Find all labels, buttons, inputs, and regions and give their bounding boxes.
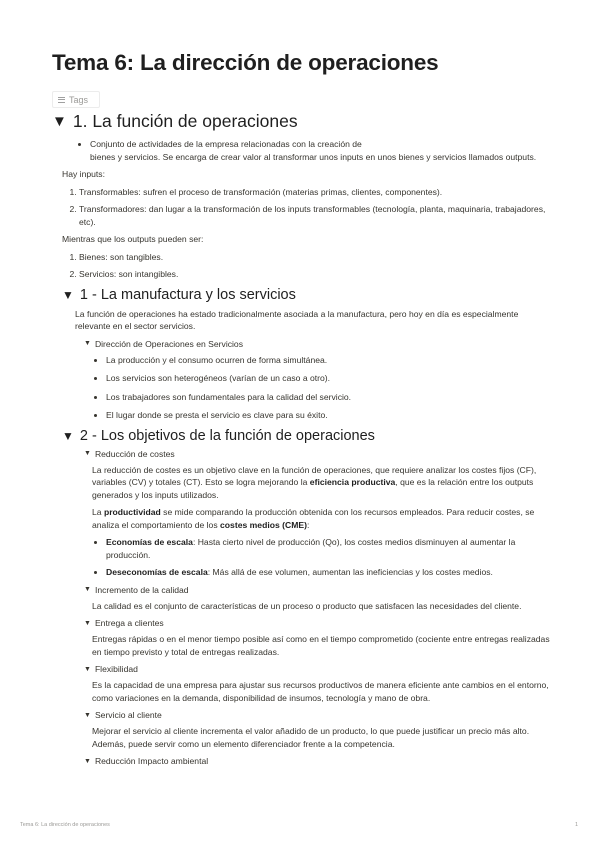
servicios-list xyxy=(75,354,552,422)
bullet-line-1: Conjunto de actividades de la empresa relacionadas con la creación de xyxy=(90,139,362,149)
bold-run: Economías de escala xyxy=(106,537,193,547)
inputs-list xyxy=(52,186,552,229)
servicio-toggle-label: Servicio al cliente xyxy=(94,710,162,720)
toggle-triangle-icon[interactable]: ▼ xyxy=(84,711,91,719)
text-run: : Más allá de ese volumen, aumentan las ineficiencias y los costes medios. xyxy=(207,567,493,577)
flexibilidad-toggle-label: Flexibilidad xyxy=(94,664,138,674)
entrega-toggle-label: Entrega a clientes xyxy=(94,618,164,628)
tags-label: Tags xyxy=(69,94,89,105)
list-item xyxy=(106,536,552,561)
footer-title: Tema 6: La dirección de operaciones xyxy=(20,822,110,828)
list-item: • Los trabajadores son fundamentales para la calidad del servicio. xyxy=(106,391,552,404)
list-item xyxy=(90,138,552,163)
toggle-triangle-icon[interactable]: ▼ xyxy=(84,757,91,765)
text-run: se mide comparando la producción obtenida con los recursos empleados. Para reducir costes, se analiza el comportamiento de los xyxy=(92,507,535,530)
section-1-bullets xyxy=(52,138,552,163)
subsection-2-toggle[interactable] xyxy=(62,428,552,444)
outputs-list xyxy=(52,251,552,281)
text-run: : Hasta cierto nivel de producción (Qo), los costes medios disminuyen al aumentar la producción. xyxy=(106,537,516,560)
toggle-triangle-icon[interactable]: ▼ xyxy=(62,428,74,443)
toggle-triangle-icon[interactable]: ▼ xyxy=(52,113,67,130)
list-item: 2. Transformadores: dan lugar a la transformación de los inputs transformables (tecnología, planta, maquinaria, trabajadores, etc). xyxy=(79,203,552,228)
subsection-2-heading: 2 - Los objetivos de la función de operaciones xyxy=(79,427,375,444)
costes-toggle-label: Reducción de costes xyxy=(94,448,175,459)
section-1-heading: 1. La función de operaciones xyxy=(72,111,298,131)
text-run: La reducción de costes es un objetivo clave en la función de operaciones, que requiere analizar los costes fijos (CF), variables (CV) y totales (CT). Esto se logra mejorando la xyxy=(92,464,537,487)
subsection-1-toggle[interactable] xyxy=(62,287,552,303)
page-title: Tema 6: La dirección de operaciones xyxy=(52,50,439,75)
bold-run: eficiencia productiva xyxy=(309,477,396,487)
calidad-text: La calidad es el conjunto de características de un proceso o producto que satisfacen las necesidades del cliente. xyxy=(92,600,522,611)
costes-toggle[interactable] xyxy=(84,449,552,459)
text-run: , que es la relación entre los outputs generados y los inputs utilizados. xyxy=(92,477,534,500)
economias-list xyxy=(75,536,552,579)
list-item: • Los servicios son heterogéneos (varían de un caso a otro). xyxy=(106,372,552,385)
calidad-toggle-label: Incremento de la calidad xyxy=(94,584,189,595)
entrega-text: Entregas rápidas o en el menor tiempo posible así como en el tiempo comprometido (cociente entre entregas realizadas en tiempo previsto y total de entregas realizadas. xyxy=(92,634,550,657)
list-item: • La producción y el consumo ocurren de forma simultánea. xyxy=(106,354,552,367)
subsection-1-text: La función de operaciones ha estado tradicionalmente asociada a la manufactura, pero hoy en día es especialmente relevante en el sector servicios. xyxy=(75,308,519,331)
bold-run: Deseconomías de escala xyxy=(106,567,208,577)
list-item xyxy=(106,566,552,579)
servicio-toggle[interactable] xyxy=(84,710,552,720)
toggle-triangle-icon[interactable]: ▼ xyxy=(62,287,74,302)
servicio-text: Mejorar el servicio al cliente incrementa el valor añadido de un producto, lo que puede justificar un precio más alto. Además, puede servir como un elemento diferenciador frente a la competencia. xyxy=(92,726,530,749)
page-footer xyxy=(20,822,578,828)
toggle-triangle-icon[interactable]: ▼ xyxy=(84,340,91,347)
list-item: 1. Transformables: sufren el proceso de transformación (materias primas, clientes, componentes). xyxy=(79,186,552,199)
costes-paragraph-2 xyxy=(92,506,552,531)
inputs-intro: Hay inputs: xyxy=(62,169,105,179)
bold-run: costes medios (CME) xyxy=(220,519,307,530)
costes-paragraph-1 xyxy=(92,464,552,502)
subsection-1-heading: 1 - La manufactura y los servicios xyxy=(79,286,296,303)
page-content xyxy=(52,50,552,766)
bullet-line-2: bienes y servicios. Se encarga de crear valor al transformar unos inputs en unos bienes y servicios llamados outputs. xyxy=(90,151,537,162)
page-number: 1 xyxy=(574,822,578,828)
servicios-toggle[interactable] xyxy=(84,339,552,349)
outputs-intro: Mientras que los outputs pueden ser: xyxy=(62,234,204,244)
toggle-triangle-icon[interactable]: ▼ xyxy=(84,450,91,457)
tags-property[interactable] xyxy=(52,91,100,108)
section-1-toggle[interactable] xyxy=(52,111,552,132)
toggle-triangle-icon[interactable]: ▼ xyxy=(84,665,91,673)
list-icon xyxy=(58,97,65,103)
ambiental-toggle-label: Reducción Impacto ambiental xyxy=(94,756,209,766)
list-item: • El lugar donde se presta el servicio es clave para su éxito. xyxy=(106,409,552,422)
text-run: : xyxy=(306,519,310,530)
calidad-toggle[interactable] xyxy=(84,585,552,595)
text-run: La xyxy=(92,507,104,517)
entrega-toggle[interactable] xyxy=(84,618,552,628)
toggle-triangle-icon[interactable]: ▼ xyxy=(84,586,91,593)
servicios-toggle-label: Dirección de Operaciones en Servicios xyxy=(94,338,244,349)
list-item: 2. Servicios: son intangibles. xyxy=(79,268,552,281)
list-item: 1. Bienes: son tangibles. xyxy=(79,251,552,264)
ambiental-toggle[interactable] xyxy=(84,756,552,766)
bold-run: productividad xyxy=(103,507,161,517)
toggle-triangle-icon[interactable]: ▼ xyxy=(84,619,91,627)
flexibilidad-text: Es la capacidad de una empresa para ajustar sus recursos productivos de manera eficiente ante cambios en el entorno, como variaciones en la demanda, disponibilidad de insumos, tecnología y mano de obra. xyxy=(92,680,549,703)
flexibilidad-toggle[interactable] xyxy=(84,664,552,674)
